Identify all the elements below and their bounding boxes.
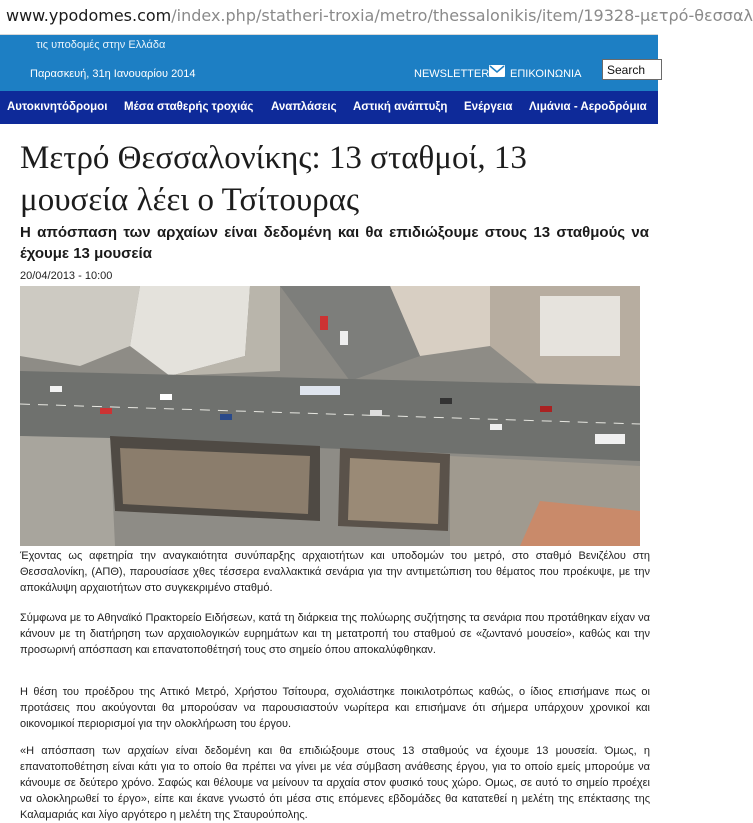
- article-photo: [20, 286, 640, 546]
- aerial-street-illustration: [20, 286, 640, 546]
- article-paragraph: Έχοντας ως αφετηρία την αναγκαιότητα συνύπαρξης αρχαιοτήτων και υποδομών του μετρό, στο σταθμό Βενιζέλου στη Θεσσαλονίκη, (ΑΠΘ), παρουσίασε χθες τέσσερα εναλλακτικά σενάρια για την αντιμετώπιση του θέματος που προέκυψε, με την αποκάλυψη αρχαιοτήτων στο συγκεκριμένο σταθμό.: [20, 550, 650, 594]
- url-host: www.ypodomes.com: [6, 6, 172, 25]
- article-paragraph: Σύμφωνα με το Αθηναϊκό Πρακτορείο Ειδήσεων, κατά τη διάρκεια της πολύωρης συζήτησης τα σενάρια που προτάθηκαν είχαν να κάνουν με τη διατήρηση των αρχαιολογικών ευρημάτων και τη μετατροπή του σταθμού σε «ζωντανό μουσείο», καθώς και την προσωρινή απόσπαση και επανατοποθέτησή τους στο σημείο όπου αποκαλύφθηκαν.: [20, 612, 650, 656]
- article-date: 20/04/2013 - 10:00: [20, 270, 113, 282]
- newsletter-link[interactable]: NEWSLETTER: [414, 68, 490, 80]
- article-subtitle: Η απόσπαση των αρχαίων είναι δεδομένη και θα επιδιώξουμε στους 13 σταθμούς να έχουμε 13 μουσεία: [20, 224, 649, 262]
- nav-item-regeneration[interactable]: Αναπλάσεις: [271, 101, 337, 113]
- contact-link[interactable]: ΕΠΙΚΟΙΝΩΝΙΑ: [510, 68, 582, 80]
- current-date: Παρασκευή, 31η Ιανουαρίου 2014: [30, 68, 196, 80]
- browser-address-bar[interactable]: [0, 0, 753, 35]
- nav-item-energy[interactable]: Ενέργεια: [464, 101, 513, 113]
- site-tagline: τις υποδομές στην Ελλάδα: [36, 39, 166, 51]
- article-title: Μετρό Θεσσαλονίκης: 13 σταθμοί, 13 μουσεία λέει ο Τσίτουρας: [20, 140, 527, 218]
- nav-item-urban-development[interactable]: Αστική ανάπτυξη: [353, 101, 448, 113]
- site-header: [0, 35, 658, 91]
- url-path: /index.php/statheri-troxia/metro/thessalonikis/item/19328-μετρό-θεσσαλ: [171, 6, 753, 25]
- mail-icon[interactable]: [489, 65, 505, 77]
- nav-item-rail[interactable]: Μέσα σταθερής τροχιάς: [124, 101, 254, 113]
- nav-item-ports-airports[interactable]: Λιμάνια - Αεροδρόμια: [529, 101, 647, 113]
- article-paragraph: Η θέση του προέδρου της Αττικό Μετρό, Χρήστου Τσίτουρα, σχολιάστηκε ποικιλοτρόπως καθώς, ο ίδιος επισήμανε πως οι προτάσεις που ακούγονται θα μπορούσαν να παρουσιαστούν νωρίτερα και επισήμανε ότι σήμερα υπάρχουν χρονικοί και οικονομικοί περιορισμοί για την ολοκλήρωση του έργου.: [20, 686, 650, 730]
- main-navigation: [0, 91, 658, 124]
- nav-item-highways[interactable]: Αυτοκινητόδρομοι: [7, 101, 108, 113]
- search-input[interactable]: [602, 59, 662, 80]
- article-paragraph: «Η απόσπαση των αρχαίων είναι δεδομένη και θα επιδιώξουμε στους 13 σταθμούς να έχουμε 13 μουσεία. Όμως, η επανατοποθέτηση είναι κάτι για το οποίο θα πρέπει να γίνει με νέα σύμβαση ανάθεσης έργου, για το οποίο εμείς μπορούμε να κάνουμε σε δεύτερο χρόνο. Σαφώς και θέλουμε να μείνουν τα αρχαία στον φυσικό τους χώρο. Ομως, σε αυτό το σημείο προέχει να ολοκληρωθεί το έργο», είπε και έκανε γνωστό ότι μέσα στις επόμενες εβδομάδες θα κατατεθεί η μελέτη της επέκτασης της Καλαμαριάς και λίγο αργότερο η μελέτη της Σταυρούπολης.: [20, 745, 650, 821]
